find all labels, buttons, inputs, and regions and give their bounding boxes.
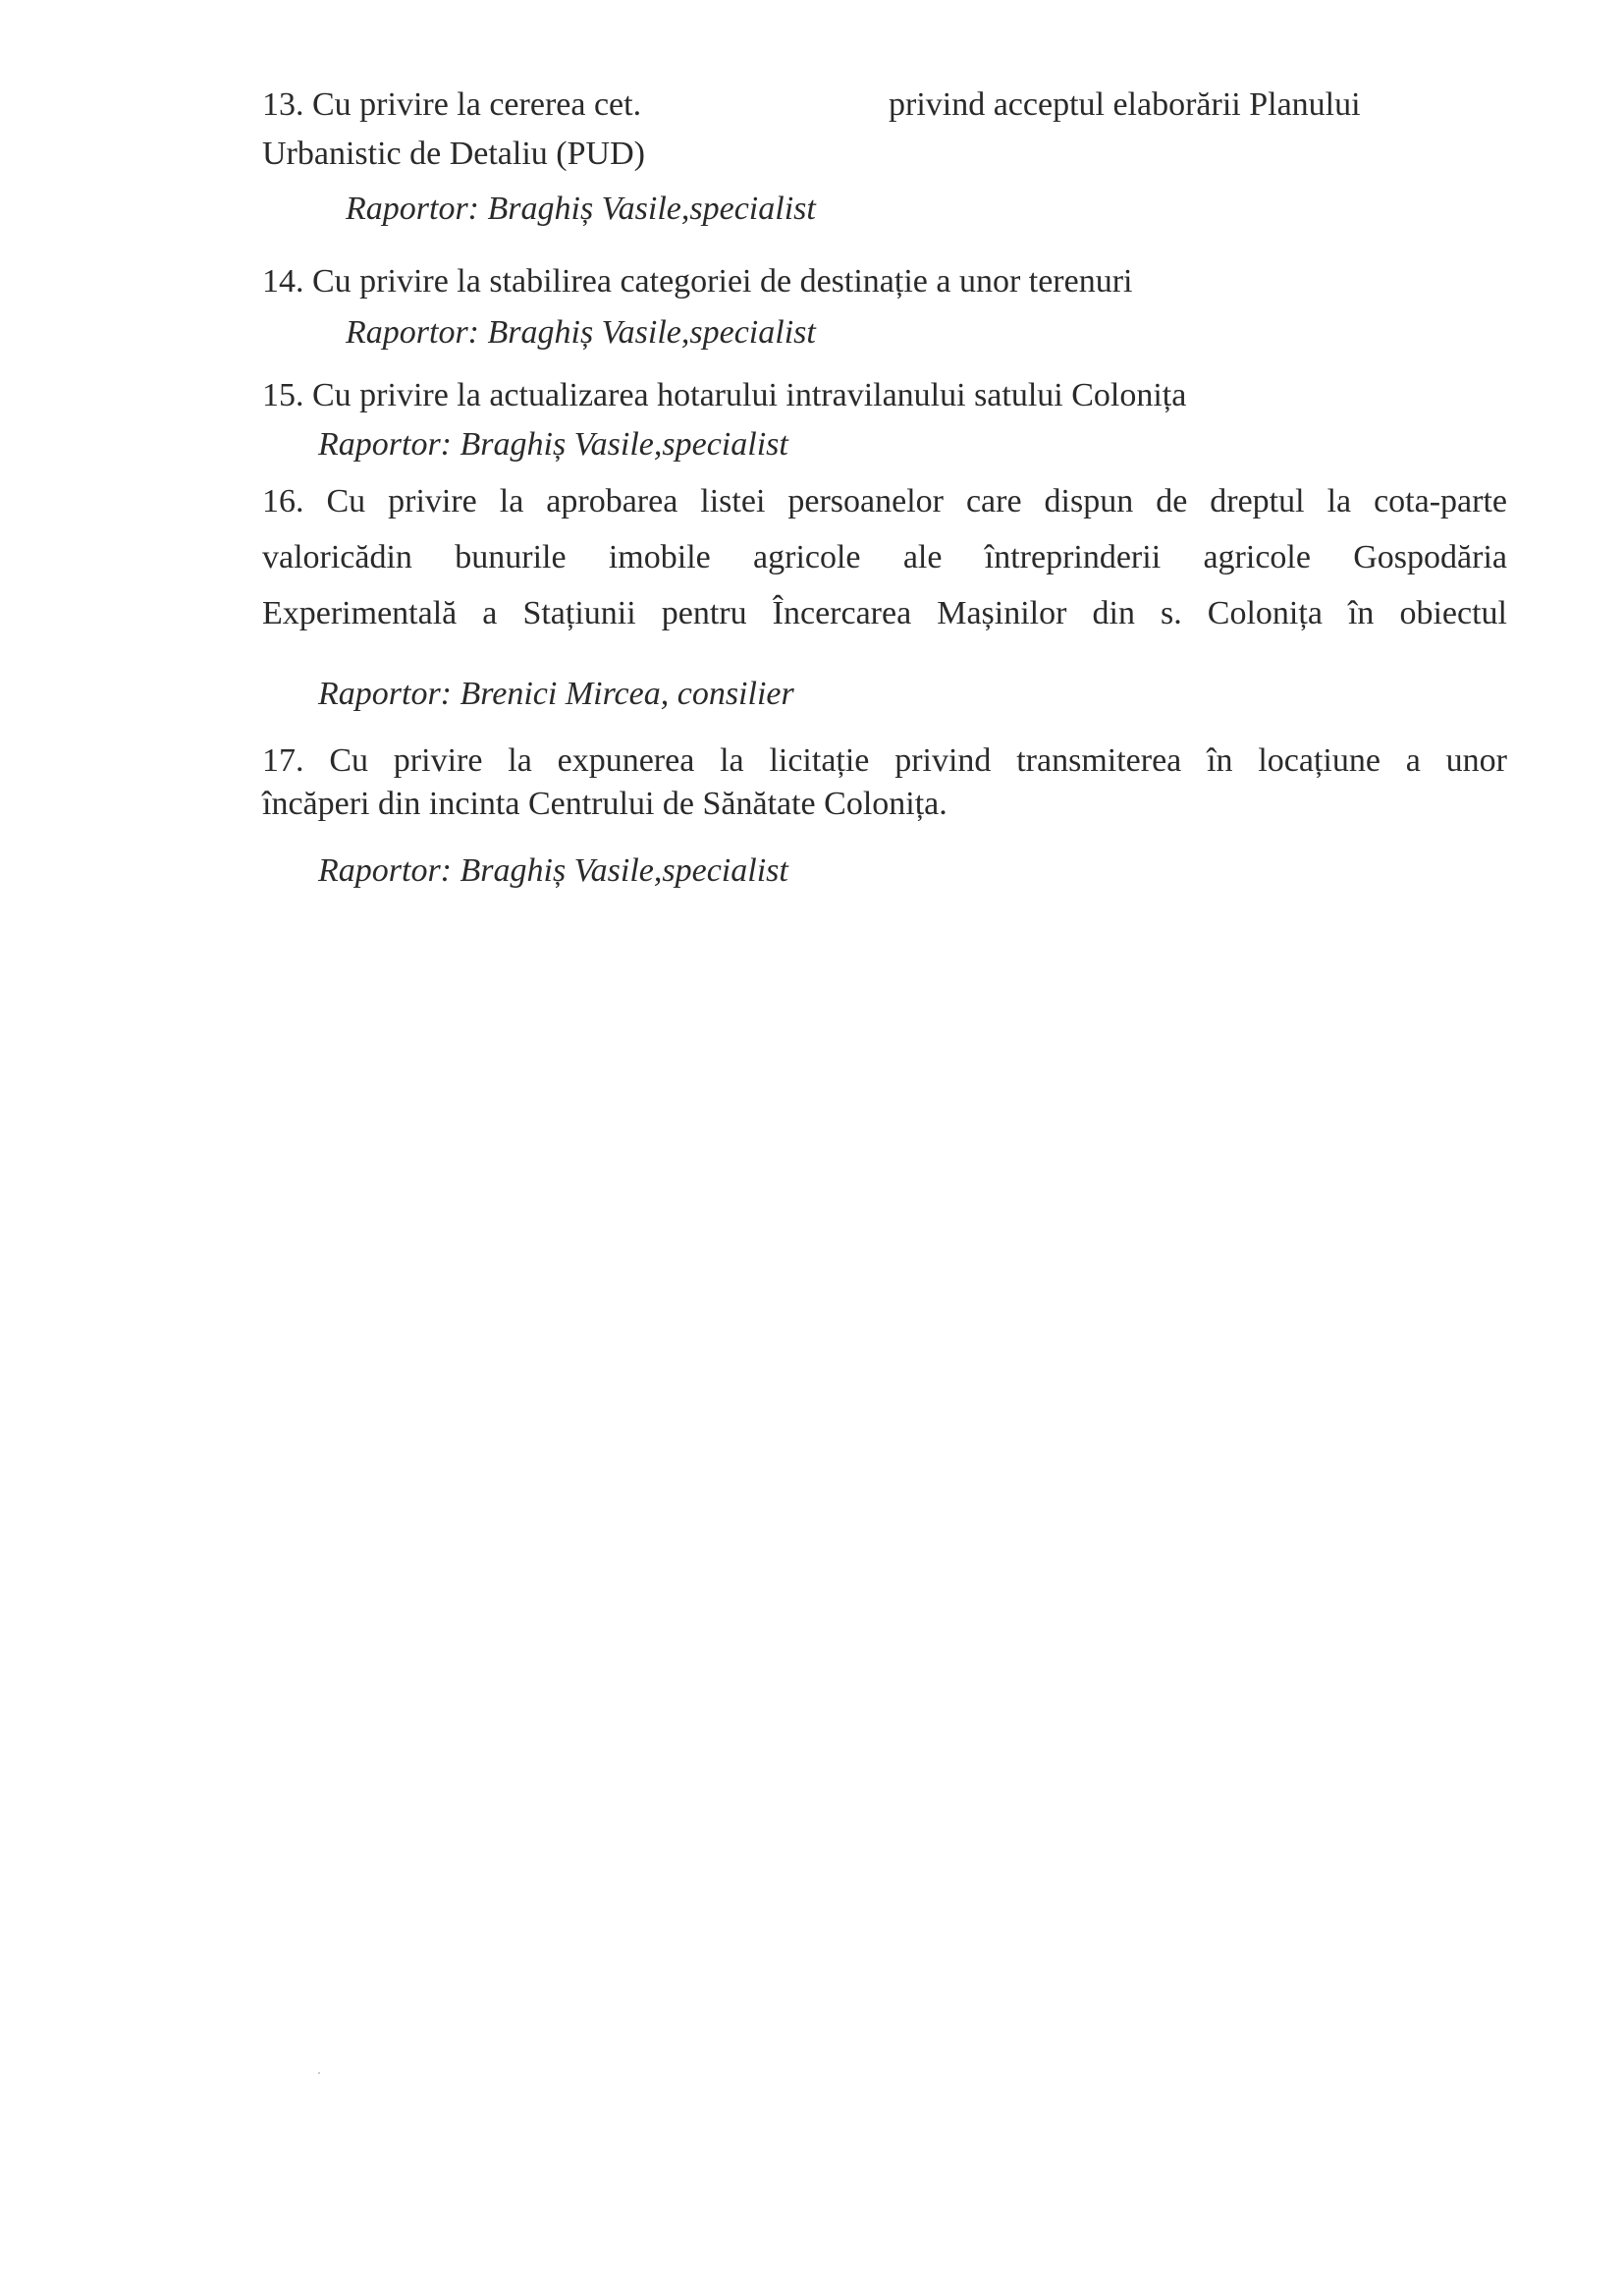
agenda-item-17 [262,737,1507,829]
agenda-item-16-line-2: valoricădin bunurile imobile agricole ale întreprinderii agricole Gospodăria [262,539,1507,575]
raportor-item-15: Raportor: Braghiș Vasile,specialist [318,426,788,463]
agenda-item-15: 15. Cu privire la actualizarea hotarului intravilanului satului Colonița [262,377,1187,413]
agenda-item-13 [262,81,1507,179]
raportor-item-17: Raportor: Braghiș Vasile,specialist [318,852,788,889]
agenda-item-16 [262,477,1507,638]
scan-speck [318,2072,320,2074]
raportor-item-14: Raportor: Braghiș Vasile,specialist [346,314,816,351]
agenda-item-16-line-1: 16. Cu privire la aprobarea listei persoanelor care dispun de dreptul la cota-parte [262,483,1507,519]
raportor-item-16: Raportor: Brenici Mircea, consilier [318,676,794,712]
agenda-item-13-text-start: 13. Cu privire la cererea cet. [262,86,642,123]
agenda-item-13-line-1 [262,81,1507,130]
agenda-item-16-line-3: Experimentală a Stațiunii pentru Încercarea Mașinilor din s. Colonița în obiectul [262,595,1507,631]
agenda-item-14: 14. Cu privire la stabilirea categoriei de destinație a unor terenuri [262,263,1133,300]
raportor-item-13: Raportor: Braghiș Vasile,specialist [346,191,816,227]
agenda-item-17-line-2: încăperi din incinta Centrului de Sănătate Colonița. [262,786,947,822]
agenda-item-17-line-1: 17. Cu privire la expunerea la licitație privind transmiterea în locațiune a unor [262,742,1507,779]
agenda-item-13-text-end: privind acceptul elaborării Planului [889,86,1361,123]
agenda-item-13-line-2: Urbanistic de Detaliu (PUD) [262,136,645,172]
